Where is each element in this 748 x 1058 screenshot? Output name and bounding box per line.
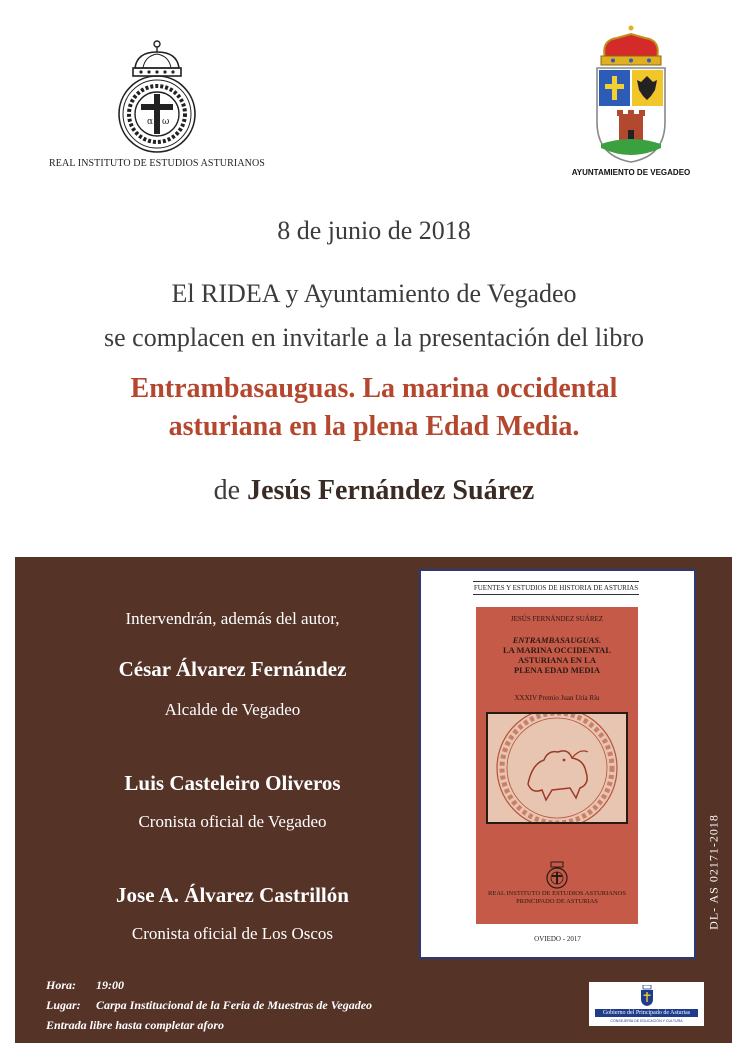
seal-lion-icon — [488, 714, 626, 822]
asturias-emblem — [640, 985, 654, 1011]
place-value: Carpa Institucional de la Feria de Muestras de Vegadeo — [96, 998, 373, 1012]
ridea-emblem-icon — [544, 861, 570, 889]
cover-title-line: PLENA EDAD MEDIA — [514, 665, 600, 675]
cover-title — [476, 635, 638, 675]
svg-text:ω: ω — [162, 117, 170, 127]
speakers-intro: Intervendrán, además del autor, — [125, 609, 340, 628]
invitation-line: se complacen en invitarle a la presentación del libro — [104, 323, 644, 352]
cover-prize: XXXIV Premio Juan Uría Ríu — [514, 694, 600, 702]
speaker-role: Alcalde de Vegadeo — [164, 700, 301, 719]
cover-city-year: OVIEDO - 2017 — [534, 935, 581, 943]
event-details — [46, 975, 372, 1035]
book-title-line-2: asturiana en la plena Edad Media. — [168, 411, 580, 442]
cover-seal-image — [486, 712, 628, 824]
ridea-name: REAL INSTITUTO DE ESTUDIOS ASTURIANOS — [49, 158, 265, 169]
speakers-panel — [15, 557, 732, 1043]
time-value: 19:00 — [96, 978, 124, 992]
time-label: Hora: — [46, 978, 76, 992]
speaker-role: Cronista oficial de Vegadeo — [138, 812, 327, 831]
ridea-logo — [42, 38, 272, 178]
time-row — [46, 975, 372, 995]
cover-author: JESÚS FERNÁNDEZ SUÁREZ — [510, 615, 604, 623]
cover-title-line: ASTURIANA EN LA — [518, 655, 596, 665]
cover-title-line: ENTRAMBASAUGUAS. — [512, 635, 602, 645]
vegadeo-name: AYUNTAMIENTO DE VEGADEO — [571, 168, 691, 177]
vegadeo-logo — [556, 24, 706, 189]
place-label: Lugar: — [46, 998, 81, 1012]
cover-institution-line: PRINCIPADO DE ASTURIAS — [516, 898, 598, 905]
hosts-line: El RIDEA y Ayuntamiento de Vegadeo — [171, 279, 577, 308]
government-logo — [589, 982, 704, 1026]
entry-note: Entrada libre hasta completar aforo — [46, 1018, 225, 1032]
cover-institution-line: REAL INSTITUTO DE ESTUDIOS ASTURIANOS — [488, 890, 626, 897]
asturias-shield-icon — [640, 985, 654, 1007]
speaker-name: Luis Casteleiro Oliveros — [124, 771, 341, 795]
vegadeo-coat-of-arms-icon — [591, 24, 671, 164]
author-line — [0, 475, 748, 507]
legal-deposit-text: DL- AS 02171-2018 — [706, 814, 721, 930]
author-name: Jesús Fernández Suárez — [247, 475, 535, 506]
speaker-name: Jose A. Álvarez Castrillón — [116, 883, 349, 907]
cover-series: FUENTES Y ESTUDIOS DE HISTORIA DE ASTURIAS — [473, 581, 639, 595]
cover-panel — [476, 607, 638, 924]
book-title-line-1: Entrambasauguas. La marina occidental — [130, 373, 618, 404]
ridea-emblem-icon — [107, 38, 207, 156]
place-row — [46, 995, 372, 1015]
legal-deposit — [704, 807, 724, 937]
government-name: Gobierno del Principado de Asturias — [595, 1009, 698, 1017]
speaker-role: Cronista oficial de Los Oscos — [131, 924, 334, 943]
author-prefix: de — [213, 475, 241, 506]
svg-text:α: α — [147, 117, 154, 127]
speaker-name: César Álvarez Fernández — [118, 657, 347, 681]
book-cover — [419, 569, 696, 959]
cover-ridea-emblem — [544, 861, 570, 893]
event-date: 8 de junio de 2018 — [277, 216, 471, 245]
book-title — [0, 370, 748, 446]
cover-title-line: LA MARINA OCCIDENTAL — [503, 645, 611, 655]
cover-institution — [476, 890, 638, 906]
government-department: CONSEJERÍA DE EDUCACIÓN Y CULTURA — [610, 1019, 683, 1023]
